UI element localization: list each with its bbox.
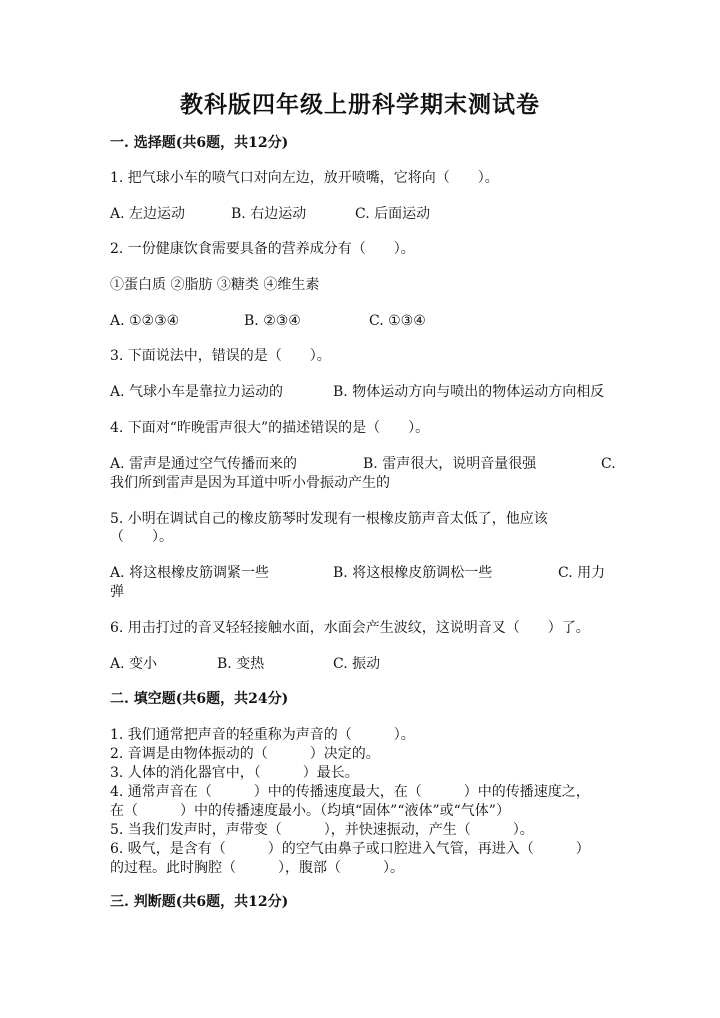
question-4: 4. 下面对“昨晚雷声很大”的描述错误的是（ ）。 <box>110 420 430 436</box>
q1-option-a: A. 左边运动 <box>110 206 186 222</box>
fill-line-4: 4. 通常声音在（ ）中的传播速度最大，在（ ）中的传播速度之， <box>110 784 590 800</box>
question-5-blank: （ ）。 <box>110 529 173 545</box>
q2-option-a: A. ①②③④ <box>110 313 180 329</box>
q4-option-c: C. <box>601 456 616 472</box>
question-5: 5. 小明在调试自己的橡皮筋琴时发现有一根橡皮筋声音太低了，他应该 <box>110 511 548 527</box>
fill-line-3: 3. 人体的消化器官中，（ ）最长。 <box>110 765 359 781</box>
q3-option-b: B. 物体运动方向与喷出的物体运动方向相反 <box>333 384 605 400</box>
fill-line-6: 6. 吸气，是含有（ ）的空气由鼻子或口腔进入气管，再进入（ ） <box>110 841 590 857</box>
fill-line-4-cont: 在（ ）中的传播速度最小。（均填“固体”“液体”或“气体”） <box>110 803 510 819</box>
q4-option-a: A. 雷声是通过空气传播而来的 <box>110 456 298 472</box>
q6-option-b: B. 变热 <box>217 656 265 672</box>
q3-option-a: A. 气球小车是靠拉力运动的 <box>110 384 284 400</box>
q5-option-a: A. 将这根橡皮筋调紧一些 <box>110 565 270 581</box>
q1-option-b: B. 右边运动 <box>231 206 307 222</box>
question-3: 3. 下面说法中，错误的是（ ）。 <box>110 348 331 364</box>
q5-option-b: B. 将这根橡皮筋调松一些 <box>333 565 493 581</box>
section-heading-judge: 三. 判断题(共6题，共12分) <box>110 894 289 910</box>
q2-option-c: C. ①③④ <box>369 313 426 329</box>
fill-line-1: 1. 我们通常把声音的轻重称为声音的（ ）。 <box>110 727 415 743</box>
q6-option-a: A. 变小 <box>110 656 158 672</box>
q2-option-b: B. ②③④ <box>244 313 301 329</box>
q1-option-c: C. 后面运动 <box>355 206 431 222</box>
fill-line-6-cont: 的过程。此时胸腔（ ），腹部（ ）。 <box>110 860 404 876</box>
q5-option-c: C. 用力 <box>558 565 606 581</box>
q5-option-c-text: 弹 <box>110 584 124 600</box>
q2-sub-items: ①蛋白质 ②脂肪 ③糖类 ④维生素 <box>110 277 320 293</box>
fill-line-2: 2. 音调是由物体振动的（ ）决定的。 <box>110 746 380 762</box>
q6-option-c: C. 振动 <box>333 656 381 672</box>
question-1: 1. 把气球小车的喷气口对向左边，放开喷嘴，它将向（ ）。 <box>110 170 499 186</box>
section-heading-choice: 一. 选择题(共6题，共12分) <box>110 135 289 151</box>
fill-line-5: 5. 当我们发声时，声带变（ ），并快速振动，产生（ ）。 <box>110 822 534 838</box>
page-title: 教科版四年级上册科学期末测试卷 <box>180 91 540 118</box>
q4-option-c-text: 我们所到雷声是因为耳道中听小骨振动产生的 <box>110 475 390 491</box>
question-2: 2. 一份健康饮食需要具备的营养成分有（ ）。 <box>110 241 415 257</box>
q4-option-b: B. 雷声很大，说明音量很强 <box>363 456 537 472</box>
section-heading-fill: 二. 填空题(共6题，共24分) <box>110 691 289 707</box>
question-6: 6. 用击打过的音叉轻轻接触水面，水面会产生波纹，这说明音叉（ ）了。 <box>110 620 590 636</box>
